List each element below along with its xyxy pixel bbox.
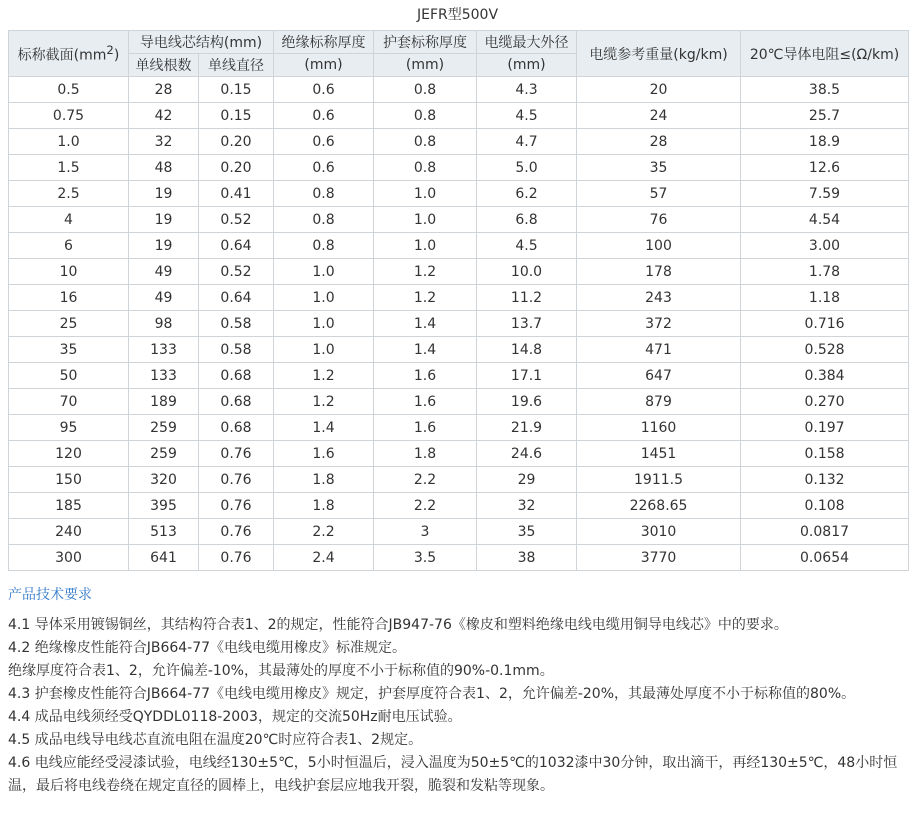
table-cell: 0.76 <box>199 519 274 545</box>
table-cell: 0.132 <box>741 467 909 493</box>
requirement-note: 4.3 护套橡皮性能符合JB664-77《电线电缆用橡皮》规定，护套厚度符合表1、2，允许偏差-20%，其最薄处厚度不小于标称值的80%。 <box>8 686 856 702</box>
table-cell: 1.0 <box>374 207 477 233</box>
table-cell: 1.8 <box>374 441 477 467</box>
header-strands: 单线根数 <box>129 54 199 77</box>
table-cell: 1451 <box>577 441 741 467</box>
table-row <box>9 77 909 103</box>
table-cell: 0.716 <box>741 311 909 337</box>
table-cell: 0.384 <box>741 363 909 389</box>
table-cell: 10 <box>9 259 129 285</box>
header-section-label: 标称截面(mm <box>17 47 107 64</box>
table-cell: 1.0 <box>274 311 374 337</box>
table-cell: 11.2 <box>477 285 577 311</box>
header-strand-diameter: 单线直径 <box>199 54 274 77</box>
table-cell: 28 <box>129 77 199 103</box>
table-cell: 12.6 <box>741 155 909 181</box>
table-cell: 879 <box>577 389 741 415</box>
table-row <box>9 233 909 259</box>
table-cell: 1.4 <box>374 337 477 363</box>
table-cell: 1.2 <box>374 285 477 311</box>
table-row <box>9 519 909 545</box>
table-cell: 0.68 <box>199 415 274 441</box>
table-cell: 0.6 <box>274 77 374 103</box>
table-cell: 1.18 <box>741 285 909 311</box>
table-cell: 0.20 <box>199 155 274 181</box>
table-cell: 19.6 <box>477 389 577 415</box>
table-cell: 25 <box>9 311 129 337</box>
table-cell: 0.20 <box>199 129 274 155</box>
header-sheath-unit: (mm) <box>374 54 477 77</box>
table-cell: 0.76 <box>199 493 274 519</box>
table-cell: 48 <box>129 155 199 181</box>
header-insulation: 绝缘标称厚度 <box>274 31 374 54</box>
header-conductor: 导电线芯结构(mm) <box>129 31 274 54</box>
table-cell: 1.0 <box>274 285 374 311</box>
table-cell: 0.8 <box>374 129 477 155</box>
table-cell: 0.52 <box>199 207 274 233</box>
table-cell: 0.64 <box>199 285 274 311</box>
table-cell: 4.54 <box>741 207 909 233</box>
table-cell: 21.9 <box>477 415 577 441</box>
table-cell: 98 <box>129 311 199 337</box>
table-cell: 320 <box>129 467 199 493</box>
table-cell: 1.4 <box>274 415 374 441</box>
requirement-note: 4.6 电线应能经受浸漆试验，电线经130±5℃，5小时恒温后，浸入温度为50±5℃的1032漆中30分钟，取出滴干，再经130±5℃，48小时恒温，最后将电线卷绕在规定直径的圆棒上，电线护套层应地我开裂，脆裂和发粘等现象。 <box>8 755 898 794</box>
header-weight: 电缆参考重量(kg/km) <box>577 31 741 77</box>
table-cell: 6.8 <box>477 207 577 233</box>
table-cell: 0.52 <box>199 259 274 285</box>
table-cell: 50 <box>9 363 129 389</box>
table-cell: 0.8 <box>274 233 374 259</box>
table-cell: 0.8 <box>374 155 477 181</box>
table-cell: 1160 <box>577 415 741 441</box>
table-cell: 1.2 <box>274 363 374 389</box>
table-row <box>9 467 909 493</box>
table-cell: 0.76 <box>199 467 274 493</box>
table-cell: 0.58 <box>199 311 274 337</box>
table-cell: 19 <box>129 207 199 233</box>
table-cell: 1.8 <box>274 467 374 493</box>
table-row <box>9 103 909 129</box>
table-cell: 0.76 <box>199 441 274 467</box>
table-cell: 76 <box>577 207 741 233</box>
header-insulation-unit: (mm) <box>274 54 374 77</box>
table-cell: 0.528 <box>741 337 909 363</box>
table-row <box>9 155 909 181</box>
table-cell: 32 <box>477 493 577 519</box>
section-title: 产品技术要求 <box>8 587 92 603</box>
table-cell: 372 <box>577 311 741 337</box>
table-cell: 2.4 <box>274 545 374 571</box>
table-row <box>9 259 909 285</box>
table-body <box>9 77 909 571</box>
table-cell: 0.64 <box>199 233 274 259</box>
table-cell: 1.6 <box>374 389 477 415</box>
table-cell: 0.6 <box>274 155 374 181</box>
table-cell: 0.75 <box>9 103 129 129</box>
requirement-note: 4.4 成品电线须经受QYDDL0118-2003，规定的交流50Hz耐电压试验。 <box>8 709 462 725</box>
table-cell: 35 <box>577 155 741 181</box>
table-cell: 4.3 <box>477 77 577 103</box>
table-cell: 0.270 <box>741 389 909 415</box>
table-cell: 641 <box>129 545 199 571</box>
table-row <box>9 363 909 389</box>
table-cell: 3770 <box>577 545 741 571</box>
table-cell: 300 <box>9 545 129 571</box>
table-cell: 133 <box>129 363 199 389</box>
table-cell: 1.5 <box>9 155 129 181</box>
header-section-close: ) <box>113 47 120 64</box>
header-section-sup: 2 <box>106 42 114 57</box>
table-cell: 32 <box>129 129 199 155</box>
table-title: JEFR型500V <box>416 7 499 23</box>
table-cell: 1.4 <box>374 311 477 337</box>
table-cell: 14.8 <box>477 337 577 363</box>
table-cell: 471 <box>577 337 741 363</box>
header-sheath: 护套标称厚度 <box>374 31 477 54</box>
table-cell: 0.158 <box>741 441 909 467</box>
table-row <box>9 441 909 467</box>
table-cell: 0.76 <box>199 545 274 571</box>
requirement-note: 4.2 绝缘橡皮性能符合JB664-77《电线电缆用橡皮》标准规定。 <box>8 640 407 656</box>
table-cell: 3.00 <box>741 233 909 259</box>
table-cell: 3010 <box>577 519 741 545</box>
table-cell: 0.5 <box>9 77 129 103</box>
table-row <box>9 129 909 155</box>
spec-table <box>8 30 909 571</box>
table-cell: 1.78 <box>741 259 909 285</box>
table-cell: 1.0 <box>374 233 477 259</box>
table-cell: 1.6 <box>374 363 477 389</box>
table-cell: 25.7 <box>741 103 909 129</box>
table-cell: 19 <box>129 233 199 259</box>
table-cell: 4.7 <box>477 129 577 155</box>
header-resistance: 20℃导体电阻≤(Ω/km) <box>741 31 909 77</box>
table-cell: 120 <box>9 441 129 467</box>
requirement-note: 4.1 导体采用镀锡铜丝，其结构符合表1、2的规定，性能符合JB947-76《橡皮和塑料绝缘电线电缆用铜导电线芯》中的要求。 <box>8 617 788 633</box>
table-cell: 0.108 <box>741 493 909 519</box>
table-cell: 57 <box>577 181 741 207</box>
table-cell: 1.6 <box>274 441 374 467</box>
table-cell: 0.68 <box>199 363 274 389</box>
table-cell: 49 <box>129 259 199 285</box>
table-cell: 35 <box>477 519 577 545</box>
requirement-note: 4.5 成品电线导电线芯直流电阻在温度20℃时应符合表1、2规定。 <box>8 732 423 748</box>
table-cell: 395 <box>129 493 199 519</box>
table-cell: 49 <box>129 285 199 311</box>
table-cell: 35 <box>9 337 129 363</box>
header-section <box>9 31 129 77</box>
table-cell: 70 <box>9 389 129 415</box>
table-cell: 1911.5 <box>577 467 741 493</box>
table-cell: 2268.65 <box>577 493 741 519</box>
table-cell: 0.8 <box>374 77 477 103</box>
table-cell: 0.0654 <box>741 545 909 571</box>
table-cell: 100 <box>577 233 741 259</box>
table-cell: 24.6 <box>477 441 577 467</box>
table-row <box>9 337 909 363</box>
table-cell: 38.5 <box>741 77 909 103</box>
table-row <box>9 545 909 571</box>
table-cell: 29 <box>477 467 577 493</box>
table-cell: 7.59 <box>741 181 909 207</box>
table-cell: 133 <box>129 337 199 363</box>
table-cell: 0.58 <box>199 337 274 363</box>
table-cell: 259 <box>129 415 199 441</box>
table-cell: 150 <box>9 467 129 493</box>
table-cell: 19 <box>129 181 199 207</box>
table-cell: 4 <box>9 207 129 233</box>
table-cell: 10.0 <box>477 259 577 285</box>
table-cell: 42 <box>129 103 199 129</box>
table-cell: 6 <box>9 233 129 259</box>
table-cell: 2.5 <box>9 181 129 207</box>
requirement-note: 绝缘厚度符合表1、2，允许偏差-10%，其最薄处的厚度不小于标称值的90%-0.1mm。 <box>8 663 554 679</box>
table-row <box>9 493 909 519</box>
table-cell: 243 <box>577 285 741 311</box>
table-cell: 17.1 <box>477 363 577 389</box>
table-cell: 3 <box>374 519 477 545</box>
table-cell: 3.5 <box>374 545 477 571</box>
table-row <box>9 311 909 337</box>
table-cell: 0.6 <box>274 103 374 129</box>
table-cell: 0.0817 <box>741 519 909 545</box>
table-cell: 259 <box>129 441 199 467</box>
table-cell: 1.8 <box>274 493 374 519</box>
table-cell: 24 <box>577 103 741 129</box>
table-row <box>9 415 909 441</box>
table-cell: 178 <box>577 259 741 285</box>
header-max-od-unit: (mm) <box>477 54 577 77</box>
table-row <box>9 389 909 415</box>
table-cell: 16 <box>9 285 129 311</box>
table-cell: 0.197 <box>741 415 909 441</box>
table-cell: 2.2 <box>374 493 477 519</box>
table-row <box>9 181 909 207</box>
table-cell: 1.6 <box>374 415 477 441</box>
requirements-notes <box>8 614 908 798</box>
table-row <box>9 207 909 233</box>
table-cell: 1.0 <box>274 259 374 285</box>
table-cell: 5.0 <box>477 155 577 181</box>
table-cell: 38 <box>477 545 577 571</box>
table-cell: 28 <box>577 129 741 155</box>
table-cell: 6.2 <box>477 181 577 207</box>
table-cell: 1.2 <box>374 259 477 285</box>
table-cell: 0.68 <box>199 389 274 415</box>
table-cell: 95 <box>9 415 129 441</box>
header-max-od: 电缆最大外径 <box>477 31 577 54</box>
table-cell: 189 <box>129 389 199 415</box>
table-cell: 1.0 <box>9 129 129 155</box>
table-cell: 2.2 <box>274 519 374 545</box>
table-cell: 1.0 <box>274 337 374 363</box>
table-cell: 1.2 <box>274 389 374 415</box>
table-cell: 0.8 <box>274 181 374 207</box>
table-cell: 0.8 <box>274 207 374 233</box>
table-cell: 185 <box>9 493 129 519</box>
table-cell: 0.6 <box>274 129 374 155</box>
table-cell: 2.2 <box>374 467 477 493</box>
table-cell: 4.5 <box>477 103 577 129</box>
table-cell: 0.41 <box>199 181 274 207</box>
table-cell: 20 <box>577 77 741 103</box>
table-cell: 4.5 <box>477 233 577 259</box>
table-cell: 1.0 <box>374 181 477 207</box>
table-cell: 647 <box>577 363 741 389</box>
table-cell: 513 <box>129 519 199 545</box>
table-cell: 0.15 <box>199 77 274 103</box>
table-cell: 240 <box>9 519 129 545</box>
table-row <box>9 285 909 311</box>
table-cell: 0.15 <box>199 103 274 129</box>
table-cell: 0.8 <box>374 103 477 129</box>
table-cell: 18.9 <box>741 129 909 155</box>
table-cell: 13.7 <box>477 311 577 337</box>
